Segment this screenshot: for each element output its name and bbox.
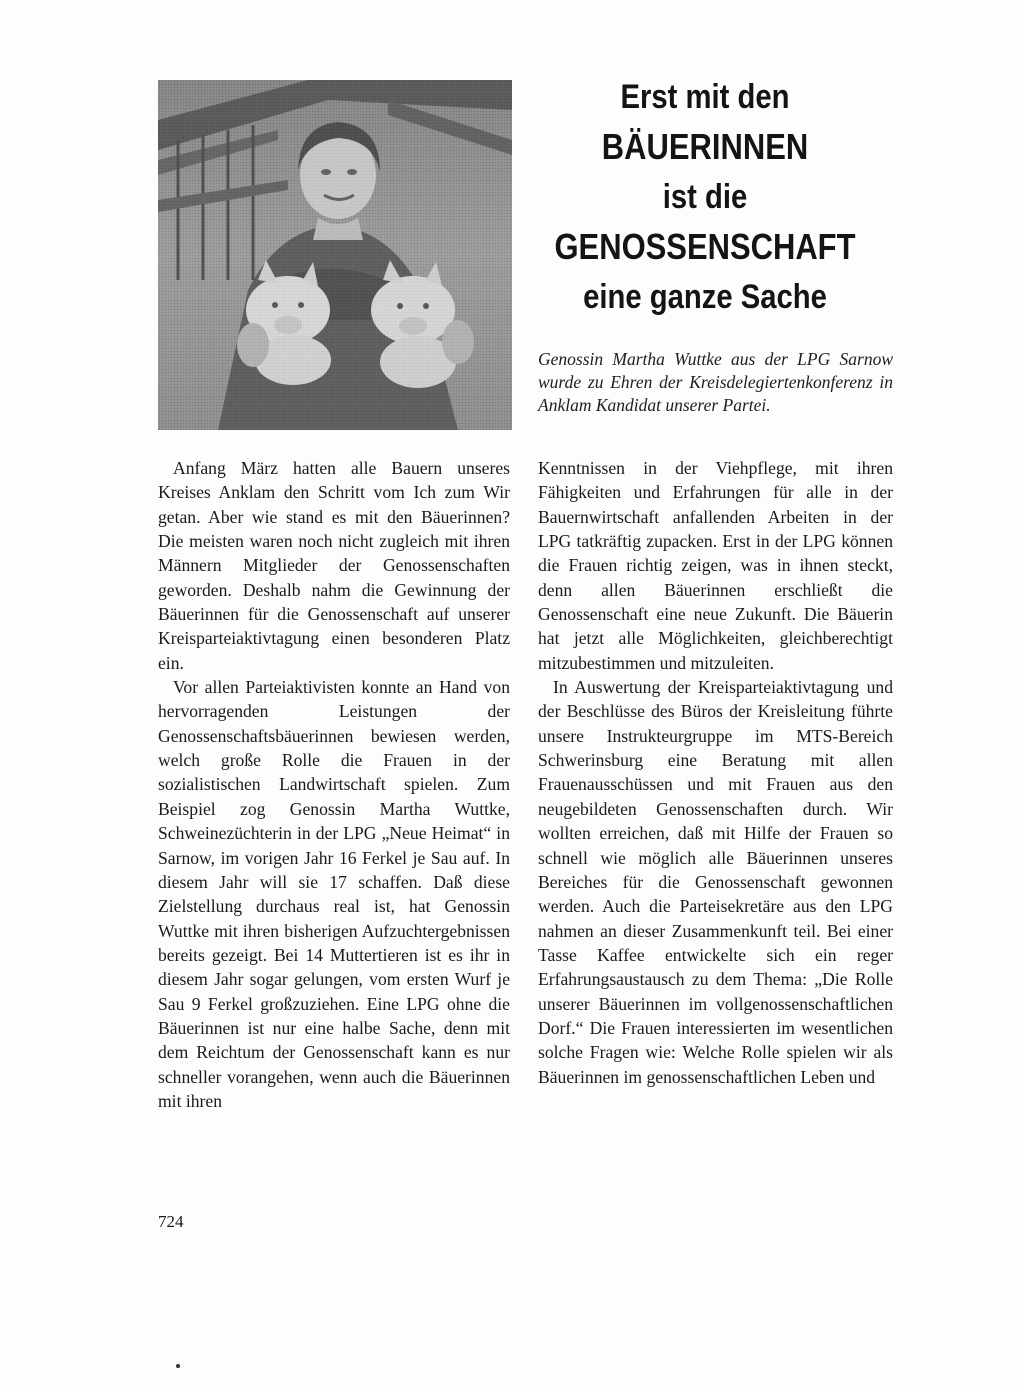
headline-line-3: ist die [662,178,748,216]
paragraph: Kenntnissen in der Viehpflege, mit ihren Fähigkeiten und Erfahrungen für alle in der Bauernwirtschaft anfallenden Arbeiten in der LPG tatkräftig zupacken. Erst in der LPG können die Frauen richtig zeigen, was in ihnen steckt, denn allen Bäuerinnen erschließt die Genossenschaft eine neue Zukunft. Die Bäuerin hat jetzt alle Möglichkeiten, gleichberechtigt mitzubestimmen und mitzuleiten. [538,458,893,673]
paragraph: Vor allen Parteiaktivisten konnte an Hand von hervorragenden Leistungen der Genossenschaftsbäuerinnen bewiesen werden, welch große Rolle die Frauen in der sozialistischen Landwirtschaft spielen. Zum Beispiel zog Genossin Martha Wuttke, Schweinezüchterin in der LPG „Neue Heimat“ in Sarnow, im vorigen Jahr 16 Ferkel je Sau auf. In diesem Jahr will sie 17 schaffen. Daß diese Zielstellung durchaus real ist, hat Genossin Wuttke mit ihren bisherigen Aufzuchtergebnissen bereits gezeigt. Bei 14 Muttertieren ist es ihr in diesem Jahr sogar gelungen, vom ersten Wurf je Sau 9 Ferkel großzuziehen. Eine LPG ohne die Bäuerinnen ist nur eine halbe Sache, denn mit dem Reichtum der Genossenschaft kann es nur schneller vorangehen, wenn auch die Bäuerinnen mit ihren [158,677,510,1111]
print-speck [176,1364,180,1368]
headline-line-1: Erst mit den [620,78,790,116]
paragraph: Anfang März hatten alle Bauern unseres Kreises Anklam den Schritt vom Ich zum Wir getan. Aber wie stand es mit den Bäuerinnen? Die meisten waren noch nicht zugleich mit ihren Männern Mitglieder der Genossenschaften geworden. Deshalb nahm die Gewinnung der Bäuerinnen für die Genossenschaft auf unserer Kreisparteiaktivtagung einen besonderen Platz ein. [158,458,510,673]
right-text-column [538,456,893,1089]
headline-line-2: BÄUERINNEN [601,126,809,167]
photo-caption: Genossin Martha Wuttke aus der LPG Sarnow wurde zu Ehren der Kreisdelegiertenkonferenz in Anklam Kandidat unserer Partei. [538,349,893,416]
left-text-column [158,456,510,1113]
photo-image [158,80,512,430]
article-headline [525,72,885,322]
page-number: 724 [158,1212,184,1231]
headline-line-4: GENOSSENSCHAFT [554,226,856,267]
paragraph: In Auswertung der Kreisparteiaktivtagung und der Beschlüsse des Büros der Kreisleitung führte unsere Instrukteurgruppe im MTS-Bereich Schwerinsburg eine Beratung mit allen Frauenausschüssen und mit Frauen aus den neugebildeten Genossenschaften durch. Wir wollten erreichen, daß mit Hilfe der Frauen so schnell wie möglich alle Bäuerinnen unseres Bereiches für die Genossenschaft gewonnen werden. Auch die Parteisekretäre aus den LPG nahmen an dieser Zusammenkunft teil. Bei einer Tasse Kaffee entwickelte sich ein reger Erfahrungsaustausch zu dem Thema: „Die Rolle unserer Bäuerinnen im vollgenossenschaftlichen Dorf.“ Die Frauen interessierten im wesentlichen solche Fragen wie: Welche Rolle spielen wir als Bäuerinnen im genossenschaftlichen Leben und [538,677,893,1087]
photo-woman-with-piglets [158,80,512,430]
headline-line-5: eine ganze Sache [583,278,827,316]
